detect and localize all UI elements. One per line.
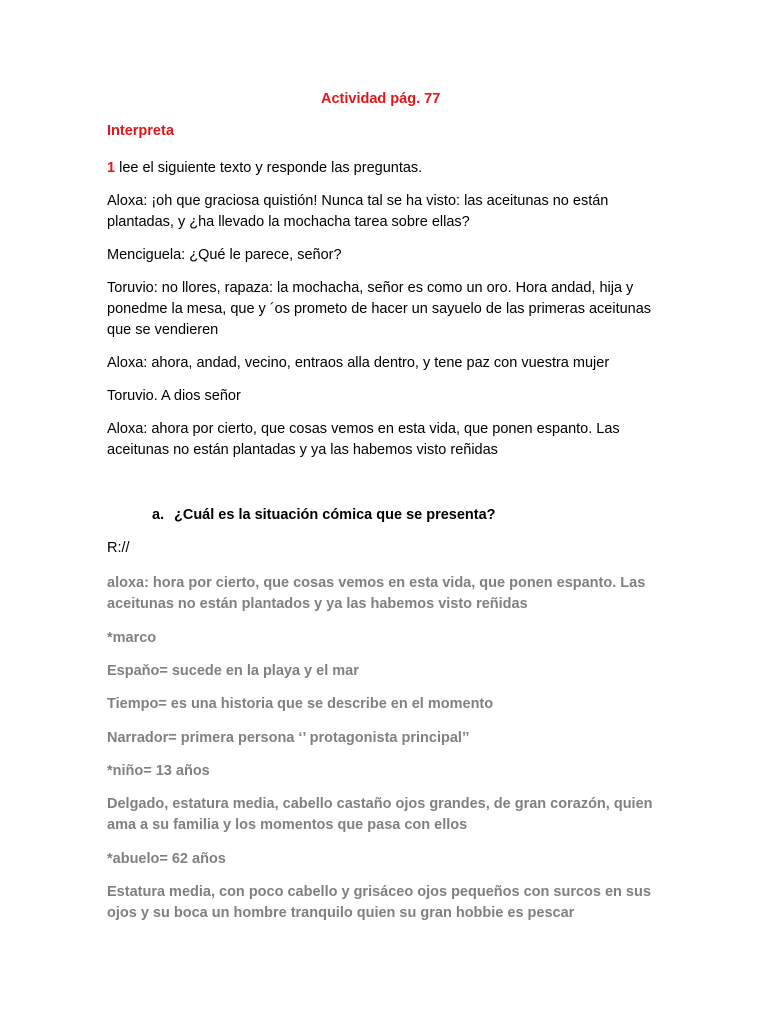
- dialogue-paragraph-aloxa-2: Aloxa: ahora, andad, vecino, entraos alla dentro, y tene paz con vuestra mujer: [107, 355, 610, 371]
- dialogue-paragraph-toruvio-1: Toruvio: no llores, rapaza: la mochacha, señor es como un oro. Hora andad, hija y ponedme la mesa, que y ´os prometo de hacer un sayuelo de las primeras aceitunas que se vendieren: [107, 280, 652, 338]
- instruction-text: lee el siguiente texto y responde las preguntas.: [115, 160, 423, 176]
- answer-espacio: Espaňo= sucede en la playa y el mar: [107, 663, 359, 679]
- dialogue-paragraph-toruvio-2: Toruvio. A dios señor: [107, 388, 241, 404]
- question-letter: a.: [152, 507, 165, 523]
- answer-abuelo-description: Estatura media, con poco cabello y grisáceo ojos pequeños con surcos en sus ojos y su boca un hombre tranquilo quien su gran hobbie es pescar: [107, 884, 651, 921]
- question-a: [152, 507, 496, 523]
- answer-tiempo: Tiempo= es una historia que se describe en el momento: [107, 696, 494, 712]
- dialogue-paragraph-aloxa-1: Aloxa: ¡oh que graciosa quistión! Nunca tal se ha visto: las aceitunas no están plantadas, y ¿ha llevado la mochacha tarea sobre ellas?: [107, 193, 609, 230]
- answer-marco: *marco: [107, 630, 157, 646]
- instruction-line: [107, 158, 667, 179]
- answer-nino-description: Delgado, estatura media, cabello castaño ojos grandes, de gran corazón, quien ama a su familia y los momentos que pasa con ellos: [107, 796, 653, 833]
- answer-narrador: Narrador= primera persona ‘’ protagonista principal’’: [107, 730, 470, 746]
- dialogue-paragraph-menciguela: Menciguela: ¿Qué le parece, señor?: [107, 247, 342, 263]
- dialogue-paragraph-aloxa-3: Aloxa: ahora por cierto, que cosas vemos en esta vida, que ponen espanto. Las aceitunas no están plantadas y ya las habemos visto reñidas: [107, 421, 620, 458]
- page-title: Actividad pág. 77: [321, 91, 441, 107]
- answer-nino: *niño= 13 años: [107, 763, 210, 779]
- section-heading: Interpreta: [107, 123, 174, 139]
- instruction-number: 1: [107, 160, 116, 176]
- response-label: R://: [107, 540, 130, 556]
- answer-quote: aloxa: hora por cierto, que cosas vemos en esta vida, que ponen espanto. Las aceitunas no están plantados y ya las habemos visto reñidas: [107, 575, 646, 612]
- question-text: ¿Cuál es la situación cómica que se presenta?: [174, 507, 496, 523]
- answer-abuelo: *abuelo= 62 años: [107, 851, 226, 867]
